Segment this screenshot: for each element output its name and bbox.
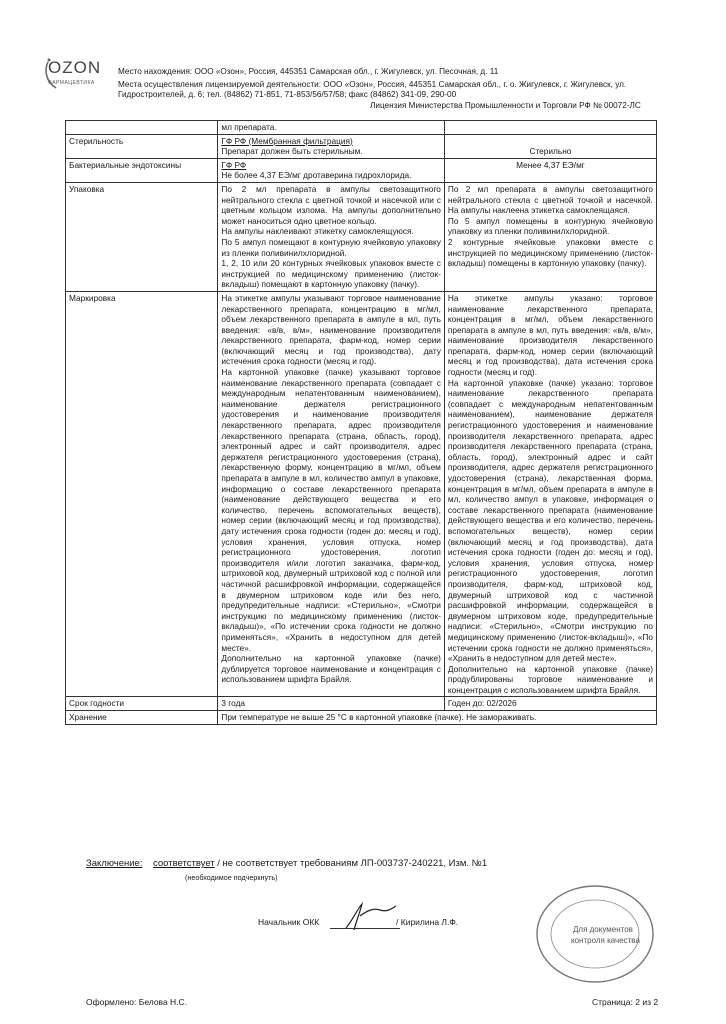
logo-subtitle: ФАРМАЦЕВТИКА xyxy=(48,80,95,86)
paragraph: По 5 ампул помещают в контурную ячейковую упаковку из пленки поливинилхлоридной. xyxy=(221,236,441,258)
requirement-cell xyxy=(218,291,445,697)
conclusion-label: Заключение: xyxy=(86,858,143,869)
table-row xyxy=(66,121,657,135)
paragraph: 1, 2, 10 или 20 контурных ячейковых упаковок вместе с инструкцией по медицинскому применению (листок-вкладыш) помещают в картонную упаковку (пачку). xyxy=(221,258,441,290)
table-row-storage xyxy=(66,711,657,725)
paragraph: На ампулы наклеивают этикетку самоклеящуюся. xyxy=(221,226,414,237)
stamp-line-1: Для документов xyxy=(573,925,633,934)
header-license: Лицензия Министерства Промышленности и Торговли РФ № 00072-ЛС xyxy=(370,101,641,110)
paragraph: По 2 мл препарата в ампулы светозащитного нейтрального стекла с цветной точкой и насечкой или с цветным кольцом излома. На ампулы дополнительно может наноситься одно цветное кольцо. xyxy=(221,183,441,226)
storage-text: При температуре не выше 25 °С в картонной упаковке (пачке). Не замораживать. xyxy=(218,711,657,725)
footer-prepared-by: Оформлено: Белова Н.С. xyxy=(86,997,188,1007)
paragraph: По 5 ампул помещены в контурную ячейковую упаковку из пленки поливинилхлоридной. xyxy=(447,215,653,237)
paragraph: По 2 мл препарата в ампулы светозащитного нейтрального стекла с цветной точкой и насечкой. На ампулы наклеена этикетка самоклеящаяся. xyxy=(447,183,653,216)
result-cell xyxy=(444,291,656,697)
paragraph: 2 контурные ячейковые упаковки вместе с инструкцией по медицинскому применению (листок-вкладыш) помещены в картонную упаковку (пачку). xyxy=(447,236,653,269)
paragraph: Дополнительно на картонной упаковке (пачке) дублируется торговое наименование и концентрация с использованием шрифта Брайля. xyxy=(221,653,441,685)
result-cell xyxy=(444,182,656,291)
header-address: Место нахождения: ООО «Озон», Россия, 445351 Самарская обл., г. Жигулевск, ул. Песочная, д. 11 xyxy=(118,67,499,76)
logo-text: OZON xyxy=(48,58,102,77)
signer-name: / Кирилина Л.Ф. xyxy=(396,917,459,927)
paragraph: Дополнительно на картонной упаковке (пачке) продублированы торговое наименование и концентрация с использованием шрифта Брайля. xyxy=(447,663,653,695)
table-row-marking xyxy=(66,291,657,697)
footer-page-number: Страница: 2 из 2 xyxy=(592,997,659,1007)
requirement-cell: 3 года xyxy=(218,697,445,711)
result-cell: Менее 4,37 ЕЭ/мг xyxy=(444,158,656,182)
signer-role: Начальник ОКК xyxy=(258,917,320,927)
requirement-cell xyxy=(218,134,445,158)
quality-control-stamp xyxy=(525,880,655,986)
param-name: Хранение xyxy=(66,711,218,725)
param-name: Бактериальные эндотоксины xyxy=(66,158,218,182)
specification-table xyxy=(65,120,657,725)
paragraph: На картонной упаковке (пачке) указывают торговое наименование лекарственного препарата (совпадает с международным непатентованным наименованием), наименование держателя регистрационного удостоверения и наименование производителя лекарственного препарата, адрес производителя лекарственного препарата (страна, область, город), электронный адрес и сайт производителя, адрес держателя регистрационного удостоверения (страна), лекарственную форму, концентрацию в мг/мл, объем препарата в ампуле в мл, количество ампул в упаковке, информацию о составе лекарственного препарата (наименование действующего вещества и его количество, перечень вспомогательных веществ), номер серии (включающий месяц и год производства), дату истечения срока годности (годен до: месяц и год), условия хранения, условия отпуска, номер регистрационного удостоверения, логотип производителя и/или логотип заказчика, фарм-код, штриховой код, двумерный штриховой код с полной или частичной расшифровкой информации, содержащейся в двумерном штриховом коде или без него, предупредительные надписи: «Стерильно», «Смотри инструкцию по медицинскому применению (листок-вкладыш)», «По истечении срока годности не должно применяться», «Хранить в недоступном для детей месте». xyxy=(221,367,441,653)
result-cell: Годен до: 02/2026 xyxy=(444,697,656,711)
table-row-packaging xyxy=(66,182,657,291)
requirement-text: Не более 4,37 ЕЭ/мг дротаверина гидрохлорида. xyxy=(221,170,412,181)
stamp-line-2: контроля качества xyxy=(571,936,640,945)
table-row-endotoxins xyxy=(66,158,657,182)
param-name: Стерильность xyxy=(66,134,218,158)
table-row-sterility xyxy=(66,134,657,158)
requirement-cell xyxy=(218,182,445,291)
conclusion xyxy=(86,858,487,869)
result-cell: Стерильно xyxy=(444,134,656,158)
conclusion-complies: соответствует xyxy=(153,858,215,869)
header-activity-places: Места осуществления лицензируемой деятельности: ООО «Озон», Россия, 445351 Самарская обл., г. о. Жигулевск, г. Жигулевск, ул. xyxy=(118,80,627,89)
paragraph: На этикетке ампулы указывают торговое наименование лекарственного препарата, концентрацию в мг/мл, объем лекарственного препарата в ампуле в мл, путь введения: «в/в, в/м», наименование производителя лекарственного препарата, фарм-код, номер серии (включающий месяц и год производства), дату истечения срока годности (месяц и год). xyxy=(221,292,441,367)
conclusion-rest: / не соответствует требованиям ЛП-003737-240221, Изм. №1 xyxy=(214,858,488,869)
continuation-text: мл препарата. xyxy=(218,121,445,135)
handwritten-signature xyxy=(340,900,400,932)
requirement-cell xyxy=(218,158,445,182)
header-contacts: Гидростроителей, д. 6; тел. (84862) 71-851, 71-853/56/57/58; факс (84862) 341-09, 290-00 xyxy=(118,90,457,99)
method-ref: ГФ РФ xyxy=(221,159,247,170)
requirement-text: Препарат должен быть стерильным. xyxy=(221,146,363,157)
param-name: Срок годности xyxy=(66,697,218,711)
paragraph: На этикетке ампулы указано: торговое наименование лекарственного препарата, концентрация в мг/мл, объем лекарственного препарата в ампуле в мл, путь введения: «в/в, в/м», наименование производителя лекарственного препарата, фарм-код, номер серии (включающий месяц и год производства), дата истечения срока годности (месяц и год). xyxy=(447,292,653,378)
method-ref: ГФ РФ (Мембранная фильтрация) xyxy=(221,135,353,146)
paragraph: На картонной упаковке (пачке) указано: торговое наименование лекарственного препарата (совпадает с международным непатентованным наименованием), наименование держателя регистрационного удостоверения и наименование производителя лекарственного препарата, адрес производителя лекарственного препарата (страна, область, город), электронный адрес и сайт производителя, адрес держателя регистрационного удостоверения (страна), лекарственная форма, концентрация в мг/мл, объем препарата в ампуле в мл, количество ампул в упаковке, информация о составе лекарственного препарата (наименование действующего вещества и его количество, перечень вспомогательных веществ), номер серии (включающий месяц и год производства), дата истечения срока годности (годен до: месяц и год), условия хранения, условия отпуска, номер регистрационного удостоверения, логотип производителя, фарм-код, штриховой код, двумерный штриховой код с частичной расшифровкой информации, содержащейся в двумерном штриховом коде, предупредительные надписи: «Стерильно», «Смотри инструкцию по медицинскому применению (листок-вкладыш)», «По истечении срока годности не должно применяться», «Хранить в недоступном для детей месте». xyxy=(447,377,653,664)
param-name: Маркировка xyxy=(66,291,218,697)
param-name: Упаковка xyxy=(66,182,218,291)
conclusion-note: (необходимое подчеркнуть) xyxy=(185,873,278,882)
table-row-shelf-life xyxy=(66,697,657,711)
